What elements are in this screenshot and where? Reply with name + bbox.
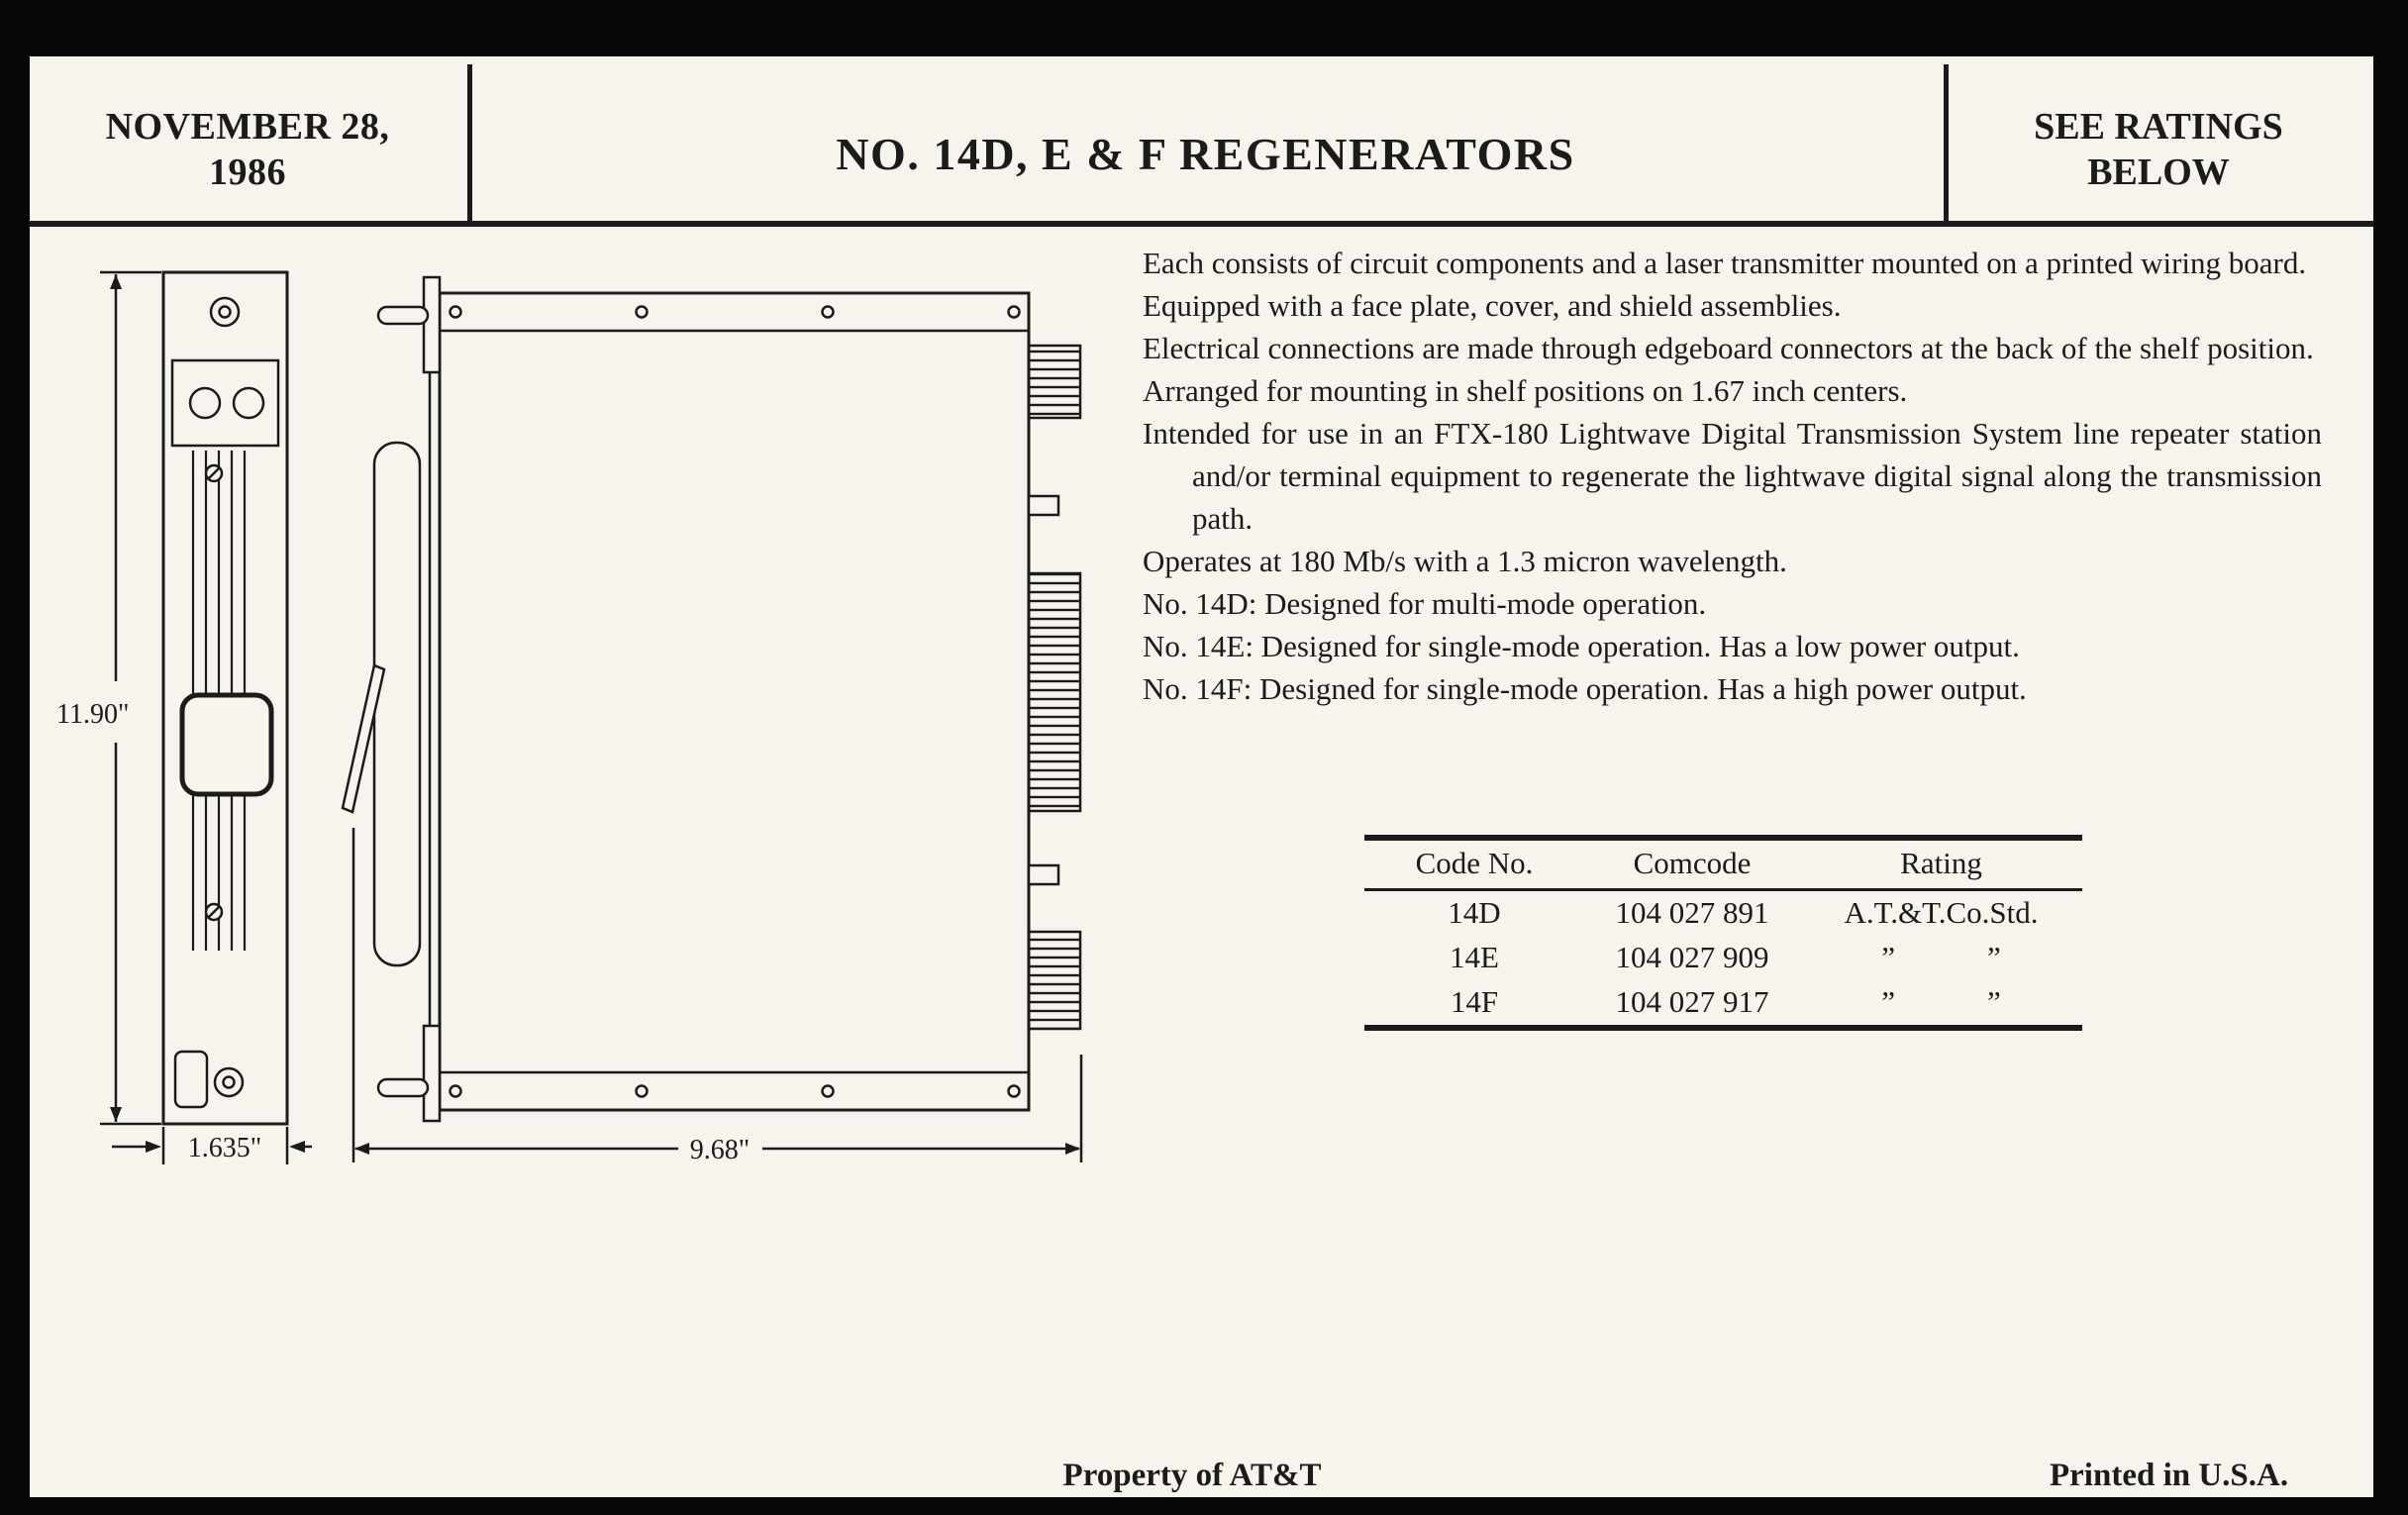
description-line: Arranged for mounting in shelf positions on 1.67 inch centers. (1143, 373, 1908, 408)
side-view-drawing (337, 267, 1119, 1168)
table-row (1364, 980, 2082, 1028)
height-dimension-label: 11.90" (56, 699, 130, 730)
cell-comcode: 104 027 909 (1615, 940, 1769, 974)
front-view-drawing (54, 257, 312, 1178)
screw-holes-bottom (451, 1086, 1020, 1097)
cell-code: 14D (1448, 895, 1501, 930)
table-header-comcode: Comcode (1584, 838, 1800, 890)
header-rule (30, 221, 2373, 227)
cell-rating: ” ” (1881, 940, 2001, 974)
faceplate-side-profile (374, 443, 420, 965)
description-block (1143, 242, 2322, 710)
description-line: Operates at 180 Mb/s with a 1.3 micron wavelength. (1143, 544, 1787, 578)
slashed-screw-top-icon (206, 465, 222, 481)
description-line: Equipped with a face plate, cover, and shield assemblies. (1143, 288, 1842, 323)
document-page (30, 56, 2373, 1497)
table-row (1364, 890, 2082, 937)
description-line: No. 14D: Designed for multi-mode operation. (1143, 586, 1707, 621)
description-line: No. 14E: Designed for single-mode operation. Has a low power output. (1143, 629, 2020, 663)
cell-rating: ” ” (1881, 984, 2001, 1019)
mounting-bracket-bottom (378, 1026, 440, 1121)
description-line: Each consists of circuit components and a laser transmitter mounted on a printed wiring board. (1143, 246, 2307, 280)
table-row (1364, 936, 2082, 980)
screw-top-icon (211, 298, 239, 326)
cell-comcode: 104 027 917 (1615, 984, 1769, 1019)
screw-holes-top (451, 307, 1020, 318)
cell-comcode: 104 027 891 (1615, 895, 1769, 930)
pull-handle (182, 695, 271, 794)
footer-printed: Printed in U.S.A. (2050, 1458, 2289, 1493)
designation-label (175, 1052, 207, 1107)
slashed-screw-bottom-icon (206, 904, 222, 920)
issue-date-line1: NOVEMBER 28, (105, 106, 390, 148)
description-line: No. 14F: Designed for single-mode operation. Has a high power output. (1143, 671, 2027, 706)
mounting-bracket-top (378, 277, 440, 372)
optical-ports (172, 360, 278, 446)
width-dimension-label: 1.635" (187, 1133, 262, 1163)
ratings-note-line1: SEE RATINGS (2034, 106, 2283, 148)
issue-date (30, 104, 465, 195)
screw-bottom-icon (215, 1068, 243, 1096)
depth-dimension (353, 828, 1081, 1162)
footer-property: Property of AT&T (1062, 1458, 1322, 1493)
cell-rating: A.T.&T.Co.Std. (1844, 895, 2039, 930)
issue-date-line2: 1986 (209, 152, 286, 193)
cell-code: 14E (1450, 940, 1499, 974)
description-line: Electrical connections are made through edgeboard connectors at the back of the shelf position. (1143, 331, 2314, 365)
table-header-row (1364, 838, 2082, 890)
ratings-table (1364, 835, 2082, 1031)
description-line: Intended for use in an FTX-180 Lightwave Digital Transmission System line repeater station and/or terminal equipment to regenerate the lightwave digital signal along the transmission path. (1143, 416, 2322, 536)
ratings-note (1944, 104, 2373, 195)
edgeboard-connector-teeth (1029, 346, 1080, 1029)
height-dimension (100, 272, 161, 1124)
page-title: NO. 14D, E & F REGENERATORS (836, 129, 1575, 179)
table-header-code: Code No. (1364, 838, 1584, 890)
table-header-rating: Rating (1800, 838, 2082, 890)
cell-code: 14F (1450, 984, 1499, 1019)
ratings-note-line2: BELOW (2087, 152, 2230, 193)
depth-dimension-label: 9.68" (689, 1135, 751, 1165)
cover-outline (440, 293, 1029, 1110)
